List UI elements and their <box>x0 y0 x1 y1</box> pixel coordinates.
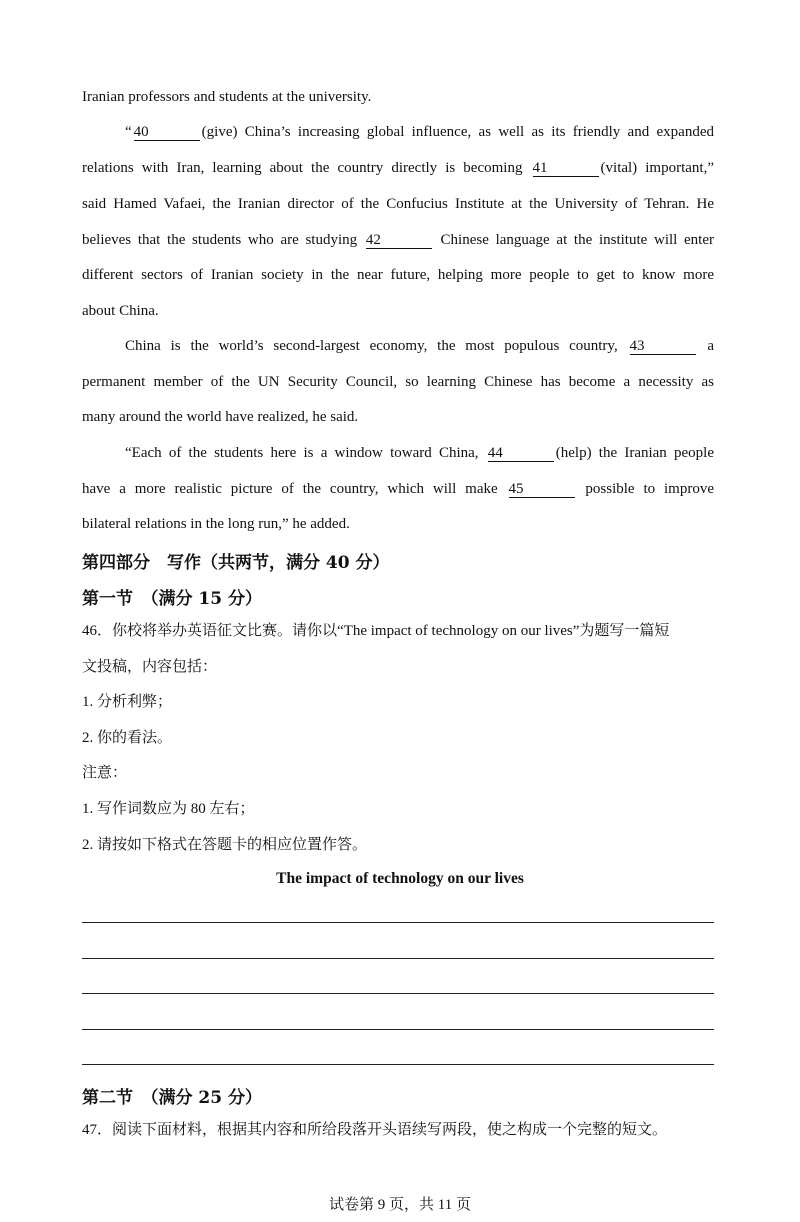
answer-blank: 41 <box>533 160 599 177</box>
answer-line <box>82 958 714 959</box>
passage-text: relations with Iran, learning about the country directly is becoming <box>82 160 531 176</box>
passage-text: (vital) important,” <box>600 160 714 176</box>
answer-blank: 44 <box>488 445 554 462</box>
passage-text: bilateral relations in the long run,” he added. <box>82 516 350 532</box>
passage-text: (help) the Iranian people <box>555 445 714 461</box>
passage-line <box>82 158 714 178</box>
passage-text: about China. <box>82 303 159 319</box>
passage-line <box>82 301 714 321</box>
passage-line <box>82 514 714 534</box>
q47-prompt: 47．阅读下面材料，根据其内容和所给段落开头语续写两段，使之构成一个完整的短文。 <box>82 1122 668 1138</box>
answer-line <box>82 1064 714 1065</box>
q46-note-1: 1. 写作词数应为 80 左右； <box>82 801 255 817</box>
passage-line <box>82 372 714 392</box>
page-footer: 试卷第 9 页，共 11 页 <box>329 1197 471 1213</box>
passage-line <box>82 87 714 107</box>
passage-text: Iranian professors and students at the university. <box>82 89 372 105</box>
passage-line <box>125 443 714 463</box>
essay-title: The impact of technology on our lives <box>276 870 524 887</box>
answer-blank: 42 <box>366 232 432 249</box>
q46-prompt-line2: 文投稿，内容包括： <box>82 659 218 675</box>
passage-text: China is the world’s second-largest economy, the most populous country, <box>125 338 628 354</box>
answer-blank: 45 <box>509 481 575 498</box>
passage-text: have a more realistic picture of the country, which will make <box>82 481 507 497</box>
q46-item-2: 2. 你的看法。 <box>82 730 173 746</box>
answer-line <box>82 922 714 923</box>
section1-heading: 第一节 （满分 15 分） <box>82 589 262 609</box>
passage-line <box>82 265 714 285</box>
section2-heading: 第二节 （满分 25 分） <box>82 1088 262 1108</box>
part4-heading: 第四部分 写作（共两节，满分 40 分） <box>82 553 390 573</box>
passage-text: possible to improve <box>576 481 715 497</box>
passage-text: said Hamed Vafaei, the Iranian director of the Confucius Institute at the University of Tehran. He <box>82 196 714 212</box>
answer-blank: 40 <box>134 124 200 141</box>
passage-line <box>82 407 714 427</box>
answer-line <box>82 1029 714 1030</box>
passage-line <box>125 122 714 142</box>
q46-item-1: 1. 分析利弊； <box>82 694 173 710</box>
answer-line <box>82 993 714 994</box>
passage-text: (give) China’s increasing global influence, as well as its friendly and expanded <box>201 124 714 140</box>
passage-line <box>82 230 714 250</box>
passage-line <box>125 336 714 356</box>
passage-text: many around the world have realized, he said. <box>82 409 359 425</box>
passage-line <box>82 194 714 214</box>
q46-note-2: 2. 请按如下格式在答题卡的相应位置作答。 <box>82 837 368 853</box>
answer-blank: 43 <box>630 338 696 355</box>
passage-text: “ <box>125 124 132 140</box>
q46-prompt-line1: 46．你校将举办英语征文比赛。请你以“The impact of technology on our lives”为题写一篇短 <box>82 623 670 639</box>
q46-note-label: 注意： <box>82 765 128 781</box>
passage-line <box>82 479 714 499</box>
passage-text: permanent member of the UN Security Council, so learning Chinese has become a necessity as <box>82 374 714 390</box>
passage-text: a <box>697 338 714 354</box>
passage-text: “Each of the students here is a window toward China, <box>125 445 486 461</box>
passage-text: Chinese language at the institute will enter <box>433 232 714 248</box>
passage-text: believes that the students who are studying <box>82 232 364 248</box>
passage-text: different sectors of Iranian society in the near future, helping more people to get to know more <box>82 267 714 283</box>
